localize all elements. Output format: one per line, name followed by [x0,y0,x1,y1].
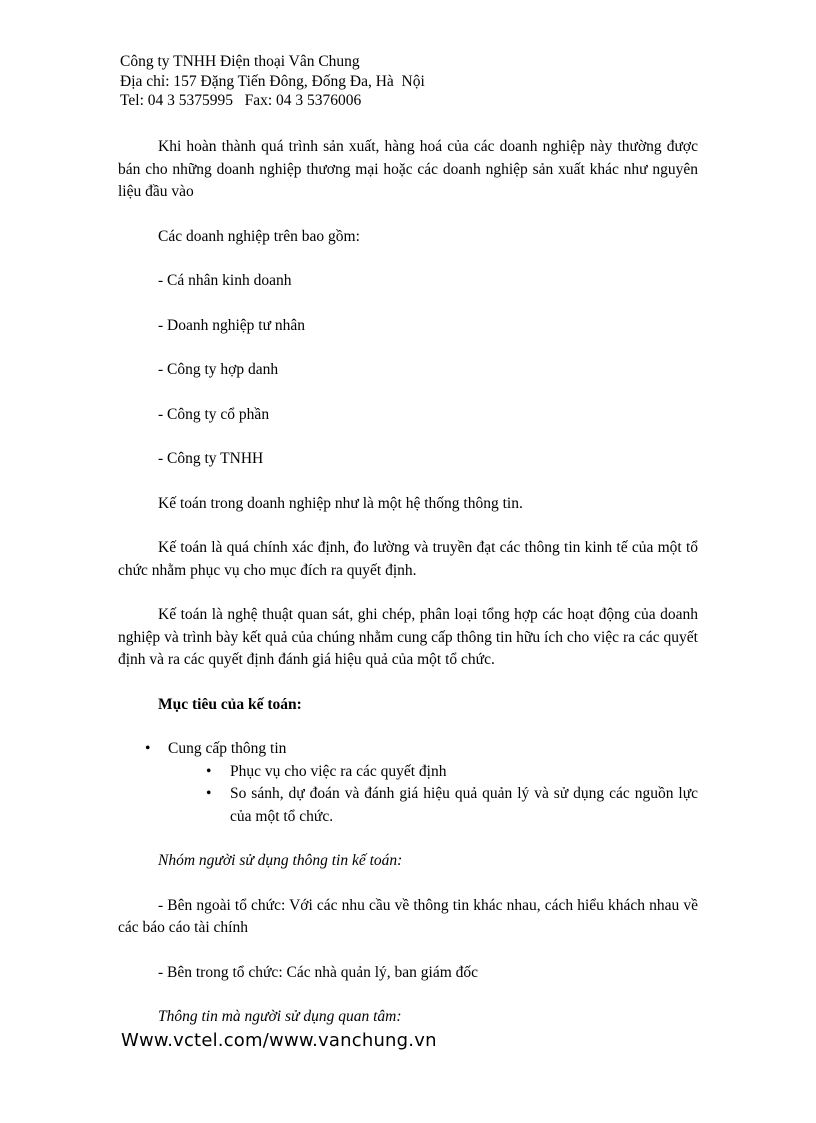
users-internal-paragraph: - Bên trong tổ chức: Các nhà quản lý, ban giám đốc [158,963,479,981]
list-item: • So sánh, dự đoán và đánh giá hiệu quả quản lý và sử dụng các nguồn lực của một tổ chức. [168,783,698,828]
company-address: Địa chỉ: 157 Đặng Tiến Đông, Đống Đa, Hà Nội [120,72,425,90]
accounting-paragraph: Kế toán là quá chính xác định, đo lường và truyền đạt các thông tin kinh tế của một tổ chức nhằm phục vụ cho mục đích ra quyết định. [118,539,698,579]
business-type-item: - Cá nhân kinh doanh [158,272,292,289]
document-header [120,52,425,111]
users-heading: Nhóm người sử dụng thông tin kế toán: [158,852,403,869]
list-item: • Phục vụ cho việc ra các quyết định [168,761,698,784]
company-name: Công ty TNHH Điện thoại Vân Chung [120,53,360,70]
company-contact: Tel: 04 3 5375995 Fax: 04 3 5376006 [120,92,362,109]
goals-heading: Mục tiêu của kế toán: [158,695,302,713]
footer-website: Www.vctel.com/www.vanchung.vn [121,1030,437,1051]
document-body [118,136,698,1029]
accounting-paragraph: Kế toán trong doanh nghiệp như là một hệ thống thông tin. [158,494,523,512]
interest-heading: Thông tin mà người sử dụng quan tâm: [158,1008,402,1025]
accounting-paragraph: Kế toán là nghệ thuật quan sát, ghi chép, phân loại tổng hợp các hoạt động của doanh nghiệp và trình bày kết quả của chúng nhằm cung cấp thông tin hữu ích cho việc ra các quyết định và ra các quyết định đánh giá hiệu quả của một tổ chức. [118,606,698,668]
business-types-heading: Các doanh nghiệp trên bao gồm: [158,227,360,245]
business-type-item: - Công ty hợp danh [158,361,279,378]
users-external-paragraph: - Bên ngoài tổ chức: Với các nhu cầu về thông tin khác nhau, cách hiểu khách nhau về các báo cáo tài chính [118,896,698,936]
business-type-item: - Công ty cổ phần [158,405,270,423]
goals-list [118,738,698,828]
goal-main-label: Cung cấp thông tin [168,740,287,757]
goal-sub-list [168,761,698,829]
list-item [118,738,698,828]
intro-paragraph: Khi hoàn thành quá trình sản xuất, hàng hoá của các doanh nghiệp này thường được bán cho những doanh nghiệp thương mại hoặc các doanh nghiệp sản xuất khác như nguyên liệu đầu vào [118,138,698,200]
business-type-item: - Công ty TNHH [158,450,264,467]
business-type-item: - Doanh nghiệp tư nhân [158,316,306,334]
